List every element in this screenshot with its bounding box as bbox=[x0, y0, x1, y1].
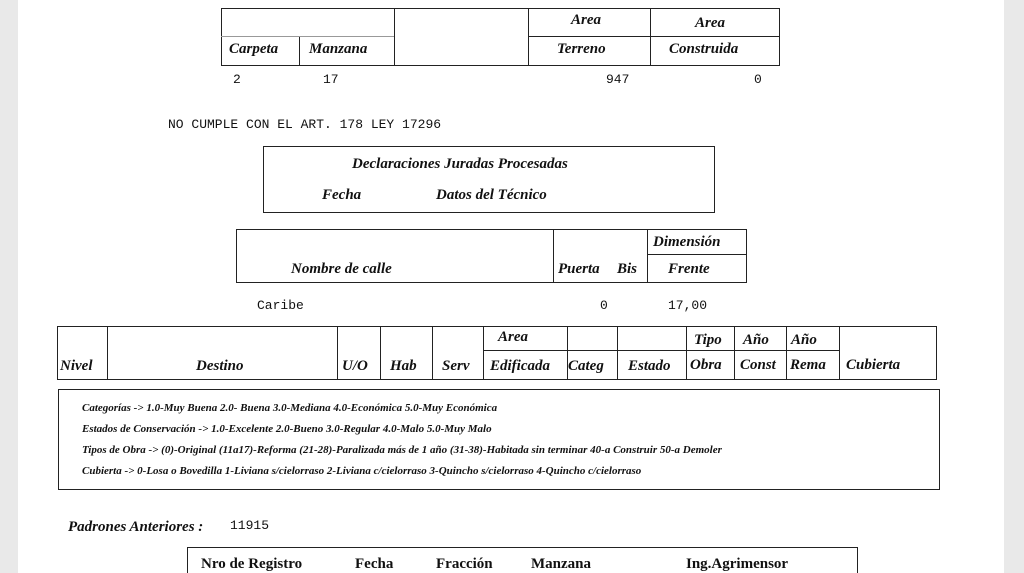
anio-header-const: Año bbox=[743, 332, 769, 348]
col-construida: Construida bbox=[669, 41, 739, 57]
area-header-construida: Area bbox=[695, 15, 725, 31]
declaraciones-tecnico: Datos del Técnico bbox=[436, 187, 547, 203]
area-header-terreno: Area bbox=[571, 12, 601, 28]
col-estado: Estado bbox=[628, 358, 671, 374]
tipo-header: Tipo bbox=[694, 332, 722, 348]
compliance-notice: NO CUMPLE CON EL ART. 178 LEY 17296 bbox=[168, 117, 442, 132]
legend-tipos-obra: Tipos de Obra -> (0)-Original (11a17)-Reforma (21-28)-Paralizada más de 1 año (31-38)-Habitada sin terminar 40-a Construir 50-a Demoler bbox=[82, 444, 722, 456]
value-manzana: 17 bbox=[323, 72, 339, 87]
value-terreno: 947 bbox=[606, 72, 630, 87]
col-registro-fecha: Fecha bbox=[355, 556, 394, 572]
col-registro-manzana: Manzana bbox=[531, 556, 591, 572]
legend-cubierta: Cubierta -> 0-Losa o Bovedilla 1-Liviana s/cielorraso 2-Liviana c/cielorraso 3-Quincho s/cielorraso 4-Quincho c/cielorraso bbox=[82, 465, 642, 477]
col-frente: Frente bbox=[668, 261, 710, 277]
col-nro-registro: Nro de Registro bbox=[201, 556, 303, 572]
area-header-edificada: Area bbox=[498, 329, 528, 345]
value-construida: 0 bbox=[754, 72, 762, 87]
value-calle: Caribe bbox=[257, 298, 304, 313]
col-puerta: Puerta bbox=[558, 261, 600, 277]
document-page bbox=[18, 0, 1004, 573]
col-obra: Obra bbox=[690, 357, 722, 373]
col-nivel: Nivel bbox=[60, 358, 93, 374]
col-edificada: Edificada bbox=[490, 358, 550, 374]
col-cubierta: Cubierta bbox=[846, 357, 901, 373]
col-fraccion: Fracción bbox=[436, 556, 493, 572]
declaraciones-fecha: Fecha bbox=[322, 187, 362, 203]
legend-categorias: Categorías -> 1.0-Muy Buena 2.0- Buena 3.0-Mediana 4.0-Económica 5.0-Muy Económica bbox=[82, 402, 498, 414]
col-nombre-calle: Nombre de calle bbox=[291, 261, 392, 277]
declaraciones-title: Declaraciones Juradas Procesadas bbox=[352, 156, 568, 172]
col-destino: Destino bbox=[196, 358, 244, 374]
col-manzana: Manzana bbox=[309, 41, 368, 57]
value-puerta: 0 bbox=[600, 298, 608, 313]
col-const: Const bbox=[740, 357, 776, 373]
value-frente: 17,00 bbox=[668, 298, 708, 313]
padrones-label: Padrones Anteriores : bbox=[68, 519, 204, 535]
col-ing-agrimensor: Ing.Agrimensor bbox=[686, 556, 789, 572]
value-carpeta: 2 bbox=[233, 72, 241, 87]
col-terreno: Terreno bbox=[557, 41, 606, 57]
dimension-header: Dimensión bbox=[653, 234, 721, 250]
col-uo: U/O bbox=[342, 358, 368, 374]
legend-estados: Estados de Conservación -> 1.0-Excelente 2.0-Bueno 3.0-Regular 4.0-Malo 5.0-Muy Malo bbox=[82, 423, 492, 435]
col-bis: Bis bbox=[617, 261, 638, 277]
col-serv: Serv bbox=[442, 358, 470, 374]
padrones-value: 11915 bbox=[230, 518, 270, 533]
col-categ: Categ bbox=[568, 358, 604, 374]
anio-header-rema: Año bbox=[791, 332, 817, 348]
col-rema: Rema bbox=[790, 357, 826, 373]
col-carpeta: Carpeta bbox=[229, 41, 279, 57]
col-hab: Hab bbox=[390, 358, 417, 374]
